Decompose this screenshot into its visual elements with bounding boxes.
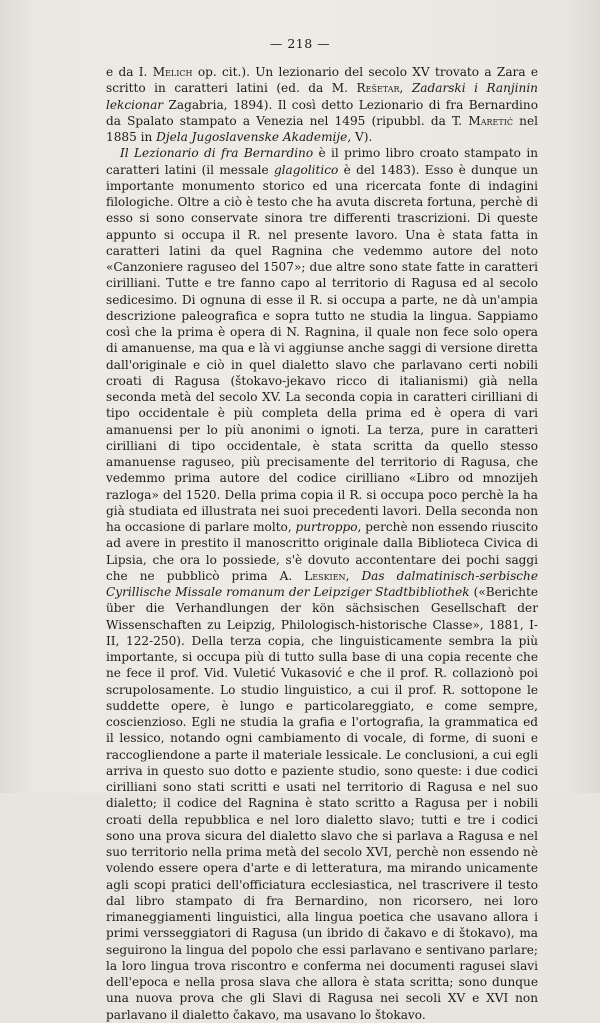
text-run: glagolitico xyxy=(273,162,339,177)
text-run: Il Lezionario di fra Bernardino xyxy=(120,146,314,161)
text-run: Leskien xyxy=(304,568,346,583)
text-run: Maretić xyxy=(468,113,513,128)
text-run: op. cit.). Un lezionario del secolo XV trovato a Zara e scritto in caratteri latini (ed. da M. xyxy=(106,65,539,96)
text-run: , perchè non essendo riuscito ad avere in prestito il manoscritto originale dalla Biblioteca Civica di Lipsia, che ora lo possiede, s'è dovuto accontentare dei pochi saggi che ne pubblicò prima A. xyxy=(106,520,538,583)
text-run: , xyxy=(399,81,412,96)
text-run: Zadarski i Ranjinin lekcionar xyxy=(106,81,538,112)
text-run: Rešetar xyxy=(356,81,400,96)
text-run: Zagabria, 1894). Il così detto Lezionario di fra Bernardino da Spalato stampato a Venezia nel 1495 (ripubbl. da T. xyxy=(106,97,538,128)
text-run: nel 1885 in xyxy=(106,113,538,144)
text-run: è del 1483). Esso è dunque un importante monumento storico ed una ricercata fonte di indagini filologiche. Oltre a ciò è testo che ha avuta discreta fortuna, perchè di esso si sono conservate sinora tre differenti trascrizioni. Di queste appunto si occupa il R. nel presente lavoro. Una è stata fatta in caratteri latini da quel Ragnina che vedemmo autore del noto «Canzoniere raguseo del 1507»; due altre sono state fatte in caratteri cirilliani. Tutte e tre fanno capo al territorio di Ragusa ed al secolo sedicesimo. Di ognuna di esse il R. si occupa a parte, ne dà un'ampia descrizione paleografica e sopra tutto ne studia la lingua. Sappiamo così che la prima è opera di N. Ragnina, il quale non fece solo opera di amanuense, ma qua e là vi aggiunse anche saggi di versione diretta dall'originale e ciò in quel dialetto slavo che parlavano certi nobili croati di Ragusa (štokavo-jekavo ricco di italianismi) già nella seconda metà del secolo XV. La seconda copia in caratteri cirilliani di tipo occidentale è più completa della prima ed è opera di vari amanuensi per lo più anonimi o ignoti. La terza, pure in caratteri cirilliani di tipo occidentale, è stata scritta da quello stesso amanuense raguseo, più precisamente del territorio di Ragusa, che vedemmo prima autore del codice cirilliano «Libro od mnozijeh razloga» del 1520. Della prima copia il R. si occupa poco perchè la ha già studiata ed illustrata nei suoi precedenti lavori. Della seconda non ha occasione di parlare molto, xyxy=(106,162,539,534)
text-run: , V). xyxy=(347,130,373,144)
text-run: è il primo libro croato stampato in caratteri latini (il messale xyxy=(106,146,538,177)
page-number: — 218 — xyxy=(269,36,331,51)
text-run: e da I. xyxy=(106,65,153,79)
text-run: («Berichte über die Verhandlungen der kön sächsischen Gesellschaft der Wissenschaften zu Leipzig, Philologisch-historische Classe», 1881, I-II, 122-250). Della terza copia, che linguisticamente sembra la più importante, si occupa più di tutto sulla base di una copia recente che ne fece il prof. Vid. Vuletić Vukasović e che il prof. R. collazionò poi scrupolosamente. Lo studio linguistico, a cui il prof. R. sottopone le suddette opere, è lungo e particolareggiato, e come sempre, coscienzioso. Egli ne studia la grafia e l'ortografia, la grammatica ed il lessico, notando ogni cambiamento di vocale, di forme, di suoni e raccogliendone a parte il materiale lessicale. Le conclusioni, a cui egli arriva in questo suo dotto e paziente studio, sono queste: i due codici cirilliani sono stati scritti e usati nel territorio di Ragusa e nel suo dialetto; il codice del Ragnina è stato scritto a Ragusa per i nobili croati della repubblica e nel loro dialetto slavo; tutti e tre i codici sono una prova sicura del dialetto slavo che si parlava a Ragusa e nel suo territorio nella prima metà del secolo XVI, perchè non essendo nè volendo essere opera d'arte e di letteratura, ma mirando unicamente agli scopi pratici dell'officiatura ecclesiastica, nel trascrivere il testo dal libro stampato di fra Bernardino, non ricorsero, nei loro rimaneggiamenti linguistici, alla lingua poetica che usavano allora i primi versseggiatori di Ragusa (un ibrido di čakavo e di štokavo), ma seguirono la lingua del popolo che essi parlavano e sentivano parlare; la loro lingua trova riscontro e conferma nei documenti ragusei slavi dell'epoca e nella prosa slava che allora è stata scritta; sono dunque una nuova prova che gli Slavi di Ragusa nei secoli XV e XVI non parlavano il dialetto čakavo, ma usavano lo štokavo. xyxy=(106,585,538,1022)
text-run: Djela Jugoslavenske Akademije xyxy=(156,130,348,144)
text-run: , xyxy=(345,568,362,583)
paragraph-1 xyxy=(106,64,538,145)
text-run: Das dalmatinisch-serbische Cyrillische Missale romanum der Leipziger Stadtbibliothek xyxy=(106,568,538,599)
text-run: purtroppo xyxy=(295,520,358,534)
paragraph-2 xyxy=(106,145,538,1023)
text-run: Melich xyxy=(152,65,193,79)
body-text xyxy=(106,64,538,1023)
